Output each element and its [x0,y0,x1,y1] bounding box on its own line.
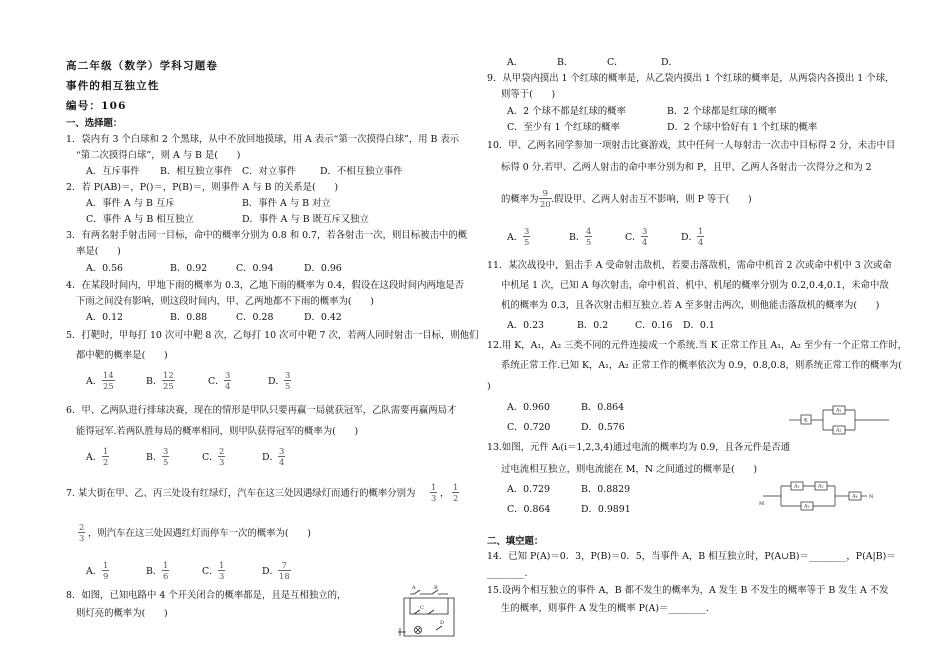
q3-option-c: C．0.94 [236,263,274,274]
q13-circuit-diagram [759,478,885,514]
q12-label-k: K [804,417,808,424]
q12-line-1: 12.用 K，A₁，A₂ 三类不同的元件连接成一个系统.当 K 正常工作且 A₁，A₂ 至少有一个正常工作时， [487,340,908,351]
section-choice-heading: 一、选择题： [66,118,123,129]
q10-option-c-fraction: $\frac{3}{4}$ [642,226,648,247]
q13-line-1: 13.如图，元件 Aᵢ(i＝1,2,3,4)通过电流的概率均为 0.9，且各元件是否通 [487,442,791,453]
q11-option-b: B．0.2 [577,320,609,331]
q8-option-c: C． [607,57,624,68]
q5-option-d: D． [268,376,285,387]
q7-option-c: C． [202,566,219,577]
q8-switch-label-a: A [412,585,416,591]
q8-line-1: 8．如图，已知电路中 4 个开关闭合的概率都是，且是互相独立的， [66,590,347,601]
q13-line-2: 过电流相互独立，则电流能在 M，N 之间通过的概率是( ) [501,464,758,475]
q12-label-a2: A₂ [836,427,842,434]
q3-option-a: A．0.56 [86,263,124,274]
q3-line-1: 3．有两名射手射击同一目标，命中的概率分别为 0.8 和 0.7，若各射击一次，则目标被击中的概 [66,230,467,241]
q6-line-1: 6．甲、乙两队进行排球决赛，现在的情形是甲队只要再赢一局就获冠军，乙队需要再赢两局才 [66,405,457,416]
q1-option-c: C．对立事件 [242,166,297,177]
q13-option-a: A．0.729 [507,484,550,495]
q11-line-1: 11．某次战役中，狙击手 A 受命射击敌机，若要击落敌机，需命中机首 2 次或命中机中 3 次或命 [487,260,892,271]
q10-option-b-fraction: $\frac{4}{5}$ [586,226,592,247]
q15-line-2: 生的概率，则事件 A 发生的概率 P(A)＝________. [501,603,709,614]
q5-option-a-fraction: $\frac{14}{25}$ [103,370,114,391]
q9-option-d: D．2 个球中恰好有 1 个红球的概率 [667,122,818,133]
q4-line-1: 4．在某段时间内，甲地下雨的概率为 0.3，乙地下雨的概率为 0.4，假设在这段时间内两地是否 [66,280,464,291]
q6-option-d-fraction: $\frac{3}{4}$ [279,446,285,467]
q13-label-m: M [759,501,765,507]
q2-option-b: B．事件 A 与 B 对立 [242,198,331,209]
q8-option-a: A． [507,57,524,68]
q8-switch-label-b: B [434,585,438,591]
q9-option-b: B．2 个球都是红球的概率 [667,106,777,117]
q9-option-a: A．2 个球不都是红球的概率 [507,106,626,117]
q7-option-d: D． [262,566,279,577]
q14-line-1: 14．已知 P(A)＝0．3，P(B)＝0．5，当事件 A，B 相互独立时，P(A∪B)＝________，P(A|B)＝ [487,551,896,562]
q8-option-d: D． [661,57,678,68]
q11-option-d: D．0.1 [683,320,715,331]
q12-label-a1: A₁ [836,407,842,414]
q5-option-d-fraction: $\frac{3}{5}$ [285,370,291,391]
q7-line-2: ，则汽车在这三处因遇红灯而停车一次的概率为( ) [88,528,311,539]
q6-option-b: B． [146,452,163,463]
q10-fraction: $\frac{9}{20}$ [540,188,551,209]
q10-option-b: B． [569,232,586,243]
worksheet-subtitle: 事件的相互独立性 [66,80,160,92]
q12-option-b: B．0.864 [581,402,625,413]
q7-line-1: 7. 某大街在甲、乙、丙三处设有红绿灯，汽车在这三处因遇绿灯而通行的概率分别为 [66,488,416,499]
q1-line-2: “第二次摸得白球”，则 A 与 B 是( ) [76,150,241,161]
q7-option-a: A． [86,566,103,577]
q4-option-a: A．0.12 [86,312,124,323]
q12-option-d: D．0.576 [581,422,625,433]
q2-line-1: 2．若 P(AB)＝，P()＝，P(B)＝，则事件 A 与 B 的关系是( ) [66,182,339,193]
worksheet-title: 高二年级（数学）学科习题卷 [66,60,219,72]
q12-system-diagram [789,400,895,440]
q13-label-a4: A₄ [852,493,858,500]
q5-option-b: B． [146,376,163,387]
q11-line-2: 中机尾 1 次，已知 A 每次射击，命中机首、机中、机尾的概率分别为 0.2,0.4,0.1，未命中敌 [501,280,889,291]
q10-line-2: 标得 0 分.若甲、乙两人射击的命中率分别为和 P，且甲、乙两人各射击一次得分之和为 2 [501,162,872,173]
q8-line-2: 则灯亮的概率为( ) [76,608,168,619]
q12-line-3: ) [487,381,491,392]
worksheet-number: 编号：106 [66,100,127,112]
q7-option-b: B． [146,566,163,577]
q13-option-d: D．0.9891 [581,504,631,515]
q10-option-d-fraction: $\frac{1}{4}$ [698,226,704,247]
q8-option-b: B． [557,57,574,68]
q4-option-b: B．0.88 [170,312,208,323]
q1-option-d: D．不相互独立事件 [320,166,403,177]
q6-option-a: A． [86,452,103,463]
q6-line-2: 能得冠军.若两队胜每局的概率相同，则甲队获得冠军的概率为( ) [76,426,359,437]
q11-option-c: C．0.16 [635,320,673,331]
q7-option-b-fraction: $\frac{1}{6}$ [163,560,169,581]
q13-label-n: N [869,494,874,500]
q10-line-1: 10．甲、乙两名同学参加一项射击比赛游戏，其中任何一人每射击一次击中目标得 2 分，未击中目 [487,140,896,151]
q5-option-c-fraction: $\frac{3}{4}$ [225,370,231,391]
q6-option-d: D． [262,452,279,463]
q9-line-1: 9．从甲袋内摸出 1 个红球的概率是，从乙袋内摸出 1 个红球的概率是，从两袋内各摸出 1 个球， [487,73,895,84]
q13-label-a2: A₂ [818,483,824,490]
q10-option-c: C． [625,232,642,243]
q7-fraction-2: $\frac{1}{2}$ [453,482,459,503]
q7-fraction-3: $\frac{2}{3}$ [79,522,85,543]
q9-option-c: C．至少有 1 个红球的概率 [507,122,620,133]
q1-option-a: A．互斥事件 [86,166,140,177]
q7-fraction-1: $\frac{1}{3}$ [431,482,437,503]
q3-line-2: 率是( ) [76,246,121,257]
q10-option-a: A． [507,232,524,243]
q12-line-2: 系统正常工作.已知 K，A₁，A₂ 正常工作的概率依次为 0.9，0.8,0.8，则系统正常工作的概率为( [501,360,902,371]
q8-circuit-diagram [396,584,462,638]
q12-option-c: C．0.720 [507,422,551,433]
q6-option-c: C． [202,452,219,463]
q5-line-1: 5．打靶时，甲每打 10 次可中靶 8 次，乙每打 10 次可中靶 7 次，若两人同时射击一目标，则他们 [66,330,479,341]
q5-option-a: A． [86,376,103,387]
q1-line-1: 1．袋内有 3 个白球和 2 个黑球，从中不放回地摸球，用 A 表示“第一次摸得白球”，用 B 表示 [66,134,460,145]
q10-option-a-fraction: $\frac{3}{5}$ [524,226,530,247]
q2-option-d: D．事件 A 与 B 既互斥又独立 [242,214,369,225]
q13-option-c: C．0.864 [507,504,551,515]
q13-option-b: B．0.8829 [581,484,631,495]
q6-option-b-fraction: $\frac{3}{5}$ [163,446,169,467]
q10-line-3-end: .假设甲、乙两人射击互不影响，则 P 等于( ) [551,194,752,205]
q4-line-2: 下雨之间没有影响，则这段时间内，甲、乙两地都不下雨的概率为( ) [76,296,374,307]
q13-label-a3: A₃ [804,503,810,510]
q6-option-a-fraction: $\frac{1}{2}$ [103,446,109,467]
q2-option-a: A．事件 A 与 B 互斥 [86,198,175,209]
q11-line-3: 机的概率为 0.3，且各次射击相互独立.若 A 至多射击两次，则他能击落敌机的概率为( ) [501,300,880,311]
section-fill-heading: 二、填空题： [487,536,544,547]
q11-option-a: A．0.23 [507,320,545,331]
q5-option-b-fraction: $\frac{12}{25}$ [163,370,174,391]
q9-line-2: 则等于( ) [501,89,556,100]
q5-option-c: C． [208,376,225,387]
q13-label-a1: A₁ [794,483,800,490]
q4-option-d: D．0.42 [304,312,342,323]
q7-option-c-fraction: $\frac{1}{3}$ [219,560,225,581]
q6-option-c-fraction: $\frac{2}{3}$ [219,446,225,467]
q7-comma: ， [440,488,450,499]
q5-line-2: 都中靶的概率是( ) [76,350,168,361]
q4-option-c: C．0.28 [236,312,274,323]
q8-switch-label-c: C [420,605,424,611]
q7-option-a-fraction: $\frac{1}{9}$ [103,560,109,581]
q3-option-b: B．0.92 [170,263,208,274]
q2-option-c: C．事件 A 与 B 相互独立 [86,214,194,225]
q12-option-a: A．0.960 [507,402,550,413]
q1-option-b: B．相互独立事件 [160,166,233,177]
q10-option-d: D． [681,232,698,243]
q7-option-d-fraction: $\frac{7}{18}$ [279,560,290,581]
q8-switch-label-d: D [440,620,445,626]
q14-line-2: ________. [487,568,528,579]
q3-option-d: D．0.96 [304,263,342,274]
q10-line-3-start: 的概率为 [501,194,539,205]
q15-line-1: 15.设两个相互独立的事件 A，B 都不发生的概率为，A 发生 B 不发生的概率等于 B 发生 A 不发 [487,585,889,596]
